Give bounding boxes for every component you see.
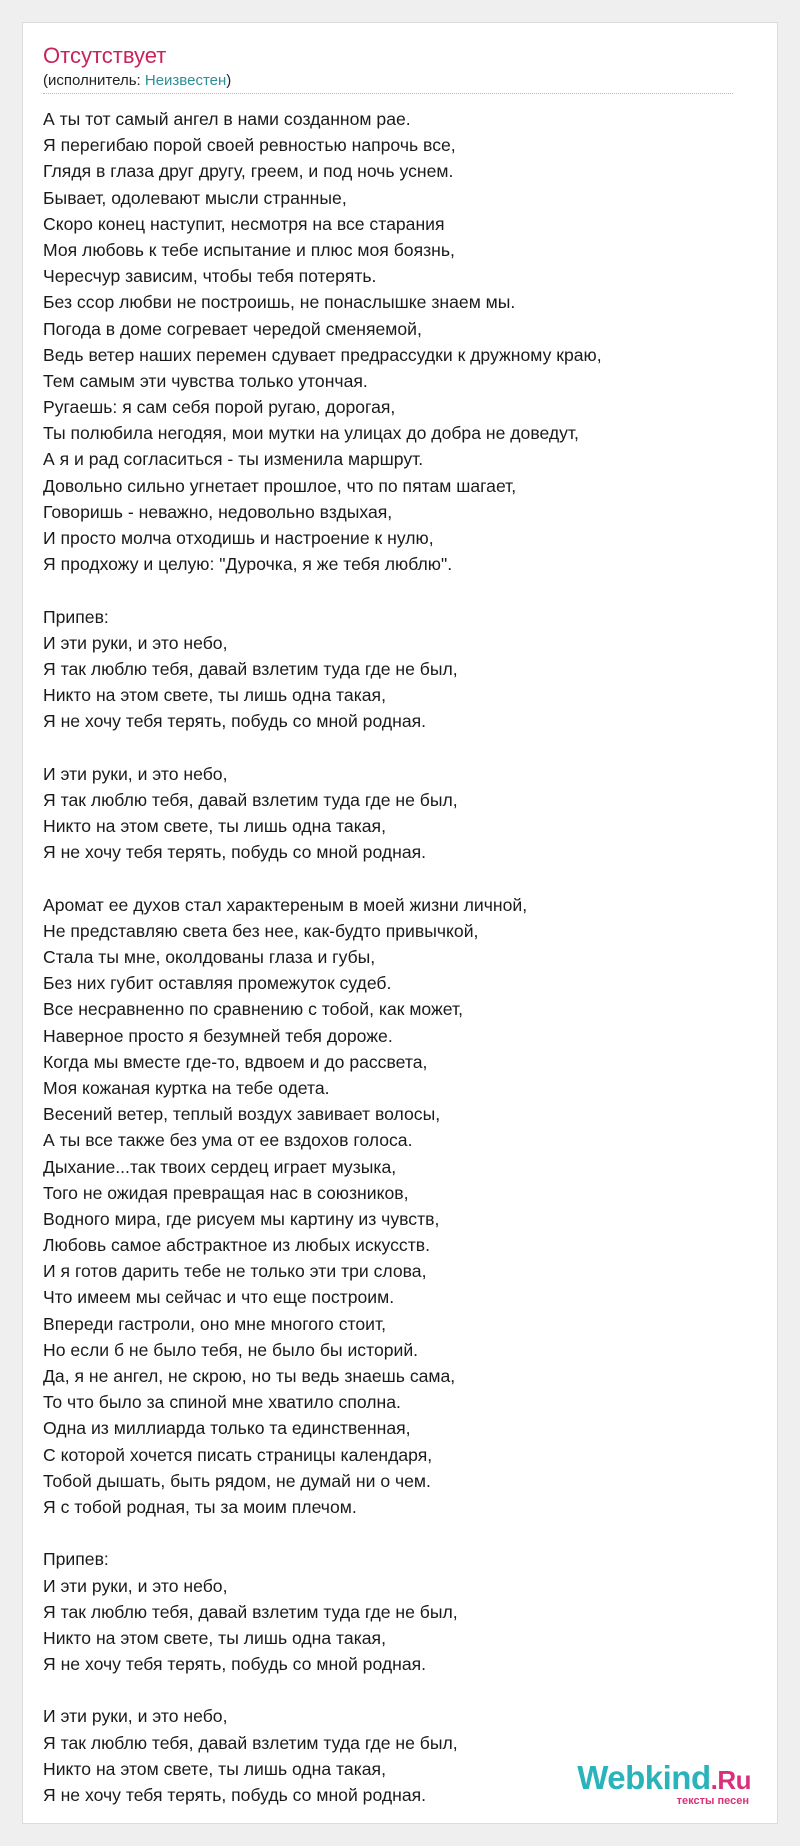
stanza-break (43, 1677, 743, 1703)
lyric-line: Я не хочу тебя терять, побудь со мной родная. (43, 842, 427, 863)
lyric-line: Но если б не было тебя, не было бы историй. (43, 1339, 419, 1360)
lyric-line: Наверное просто я безумней тебя дороже. (43, 1025, 393, 1046)
lyric-line: Когда мы вместе где-то, вдвоем и до рассвета, (43, 1051, 428, 1072)
lyric-line: Любовь самое абстрактное из любых искусств. (43, 1235, 431, 1256)
lyric-line: А ты все также без ума от ее вздохов голоса. (43, 1130, 413, 1151)
lyric-line: Я продхожу и целую: "Дурочка, я же тебя люблю". (43, 554, 453, 575)
lyric-line: Припев: (43, 1549, 109, 1570)
lyric-line: Моя любовь к тебе испытание и плюс моя боязнь, (43, 239, 455, 260)
lyric-line: Да, я не ангел, не скрою, но ты ведь знаешь сама, (43, 1366, 456, 1386)
lyric-line: Я не хочу тебя терять, побудь со мной родная. (43, 711, 427, 732)
lyric-line: Скоро конец наступит, несмотря на все старания (43, 213, 445, 234)
lyric-line: И эти руки, и это небо, (43, 763, 228, 784)
lyric-line: И эти руки, и это небо, (43, 1706, 228, 1727)
stanza-break (43, 577, 743, 603)
lyric-line: Не представляю света без нее, как-будто привычкой, (43, 920, 479, 941)
logo-wordmark (577, 1761, 751, 1797)
lyric-line: Дыхание...так твоих сердец играет музыка, (43, 1156, 397, 1177)
lyric-line: С которой хочется писать страницы календаря, (43, 1444, 433, 1465)
lyric-line: Глядя в глаза друг другу, греем, и под ночь уснем. (43, 161, 454, 182)
lyric-line: Ты полюбила негодяя, мои мутки на улицах до добра не доведут, (43, 423, 579, 444)
lyric-line: Одна из миллиарда только та единственная, (43, 1418, 411, 1439)
lyric-line: Довольно сильно угнетает прошлое, что по пятам шагает, (43, 475, 517, 496)
lyric-line: Я так люблю тебя, давай взлетим туда где не был, (43, 1601, 458, 1622)
logo-brand: Webkind (577, 1759, 711, 1796)
lyric-line: Все несравненно по сравнению с тобой, как может, (43, 999, 463, 1020)
lyrics-text (43, 106, 743, 1808)
performer-line (43, 72, 231, 90)
lyric-line: Никто на этом свете, ты лишь одна такая, (43, 816, 386, 837)
lyric-line: Бывает, одолевают мысли странные, (43, 187, 347, 208)
lyric-line: Я не хочу тебя терять, побудь со мной родная. (43, 1654, 427, 1675)
lyric-line: Водного мира, где рисуем мы картину из чувств, (43, 1208, 440, 1229)
lyric-line: Я перегибаю порой своей ревностью напрочь все, (43, 135, 456, 156)
lyric-line: А ты тот самый ангел в нами созданном рае. (43, 109, 411, 129)
lyric-line: И просто молча отходишь и настроение к нулю, (43, 528, 434, 548)
performer-suffix: ) (226, 72, 232, 89)
lyric-line: Припев: (43, 606, 109, 627)
lyric-line: Говоришь - неважно, недовольно вздыхая, (43, 501, 393, 522)
lyric-line: Я так люблю тебя, давай взлетим туда где не был, (43, 789, 458, 810)
lyric-line: Тобой дышать, быть рядом, не думай ни о чем. (43, 1470, 431, 1491)
lyric-line: Никто на этом свете, ты лишь одна такая, (43, 685, 386, 706)
logo-tld: .Ru (710, 1765, 751, 1795)
lyric-line: Моя кожаная куртка на тебе одета. (43, 1077, 330, 1098)
song-title: Отсутствует (43, 43, 167, 68)
stanza-break (43, 1520, 743, 1546)
lyric-line: Я так люблю тебя, давай взлетим туда где не был, (43, 1732, 458, 1753)
stanza-break (43, 865, 743, 891)
performer-link[interactable]: Неизвестен (144, 72, 227, 89)
lyric-line: А я и рад согласиться - ты изменила маршрут. (43, 449, 424, 470)
lyric-line: Погода в доме согревает чередой сменяемой, (43, 318, 422, 339)
lyric-line: Я с тобой родная, ты за моим плечом. (43, 1496, 357, 1517)
lyric-line: Без них губит оставляя промежуток судеб. (43, 973, 392, 994)
lyric-line: Я так люблю тебя, давай взлетим туда где не был, (43, 658, 458, 679)
lyric-line: Никто на этом свете, ты лишь одна такая, (43, 1758, 386, 1779)
lyric-line: То что было за спиной мне хватило сполна. (43, 1392, 401, 1413)
lyric-line: Чересчур зависим, чтобы тебя потерять. (43, 266, 377, 287)
lyric-line: Впереди гастроли, оно мне многого стоит, (43, 1313, 386, 1334)
lyric-line: Весений ветер, теплый воздух завивает волосы, (43, 1104, 441, 1125)
performer-prefix: (исполнитель: (43, 72, 145, 89)
title-divider (43, 93, 733, 94)
logo-tagline: тексты песен (676, 1795, 749, 1807)
lyric-line: И я готов дарить тебе не только эти три слова, (43, 1261, 427, 1282)
site-logo[interactable] (577, 1761, 751, 1807)
lyric-line: Того не ожидая превращая нас в союзников, (43, 1182, 409, 1203)
lyric-line: Аромат ее духов стал характереным в моей жизни личной, (43, 894, 528, 915)
lyric-line: Тем самым эти чувства только утончая. (43, 370, 368, 391)
lyric-line: И эти руки, и это небо, (43, 632, 228, 653)
stanza-break (43, 735, 743, 761)
lyric-line: Стала ты мне, околдованы глаза и губы, (43, 947, 376, 967)
lyric-line: Никто на этом свете, ты лишь одна такая, (43, 1627, 386, 1648)
lyrics-card (22, 22, 778, 1824)
lyric-line: Ведь ветер наших перемен сдувает предрассудки к дружному краю, (43, 344, 602, 365)
lyric-line: Без ссор любви не построишь, не понаслышке знаем мы. (43, 292, 516, 313)
lyric-line: И эти руки, и это небо, (43, 1575, 228, 1596)
lyric-line: Что имеем мы сейчас и что еще построим. (43, 1287, 395, 1308)
lyric-line: Я не хочу тебя терять, побудь со мной родная. (43, 1785, 427, 1805)
lyric-line: Ругаешь: я сам себя порой ругаю, дорогая, (43, 397, 396, 418)
